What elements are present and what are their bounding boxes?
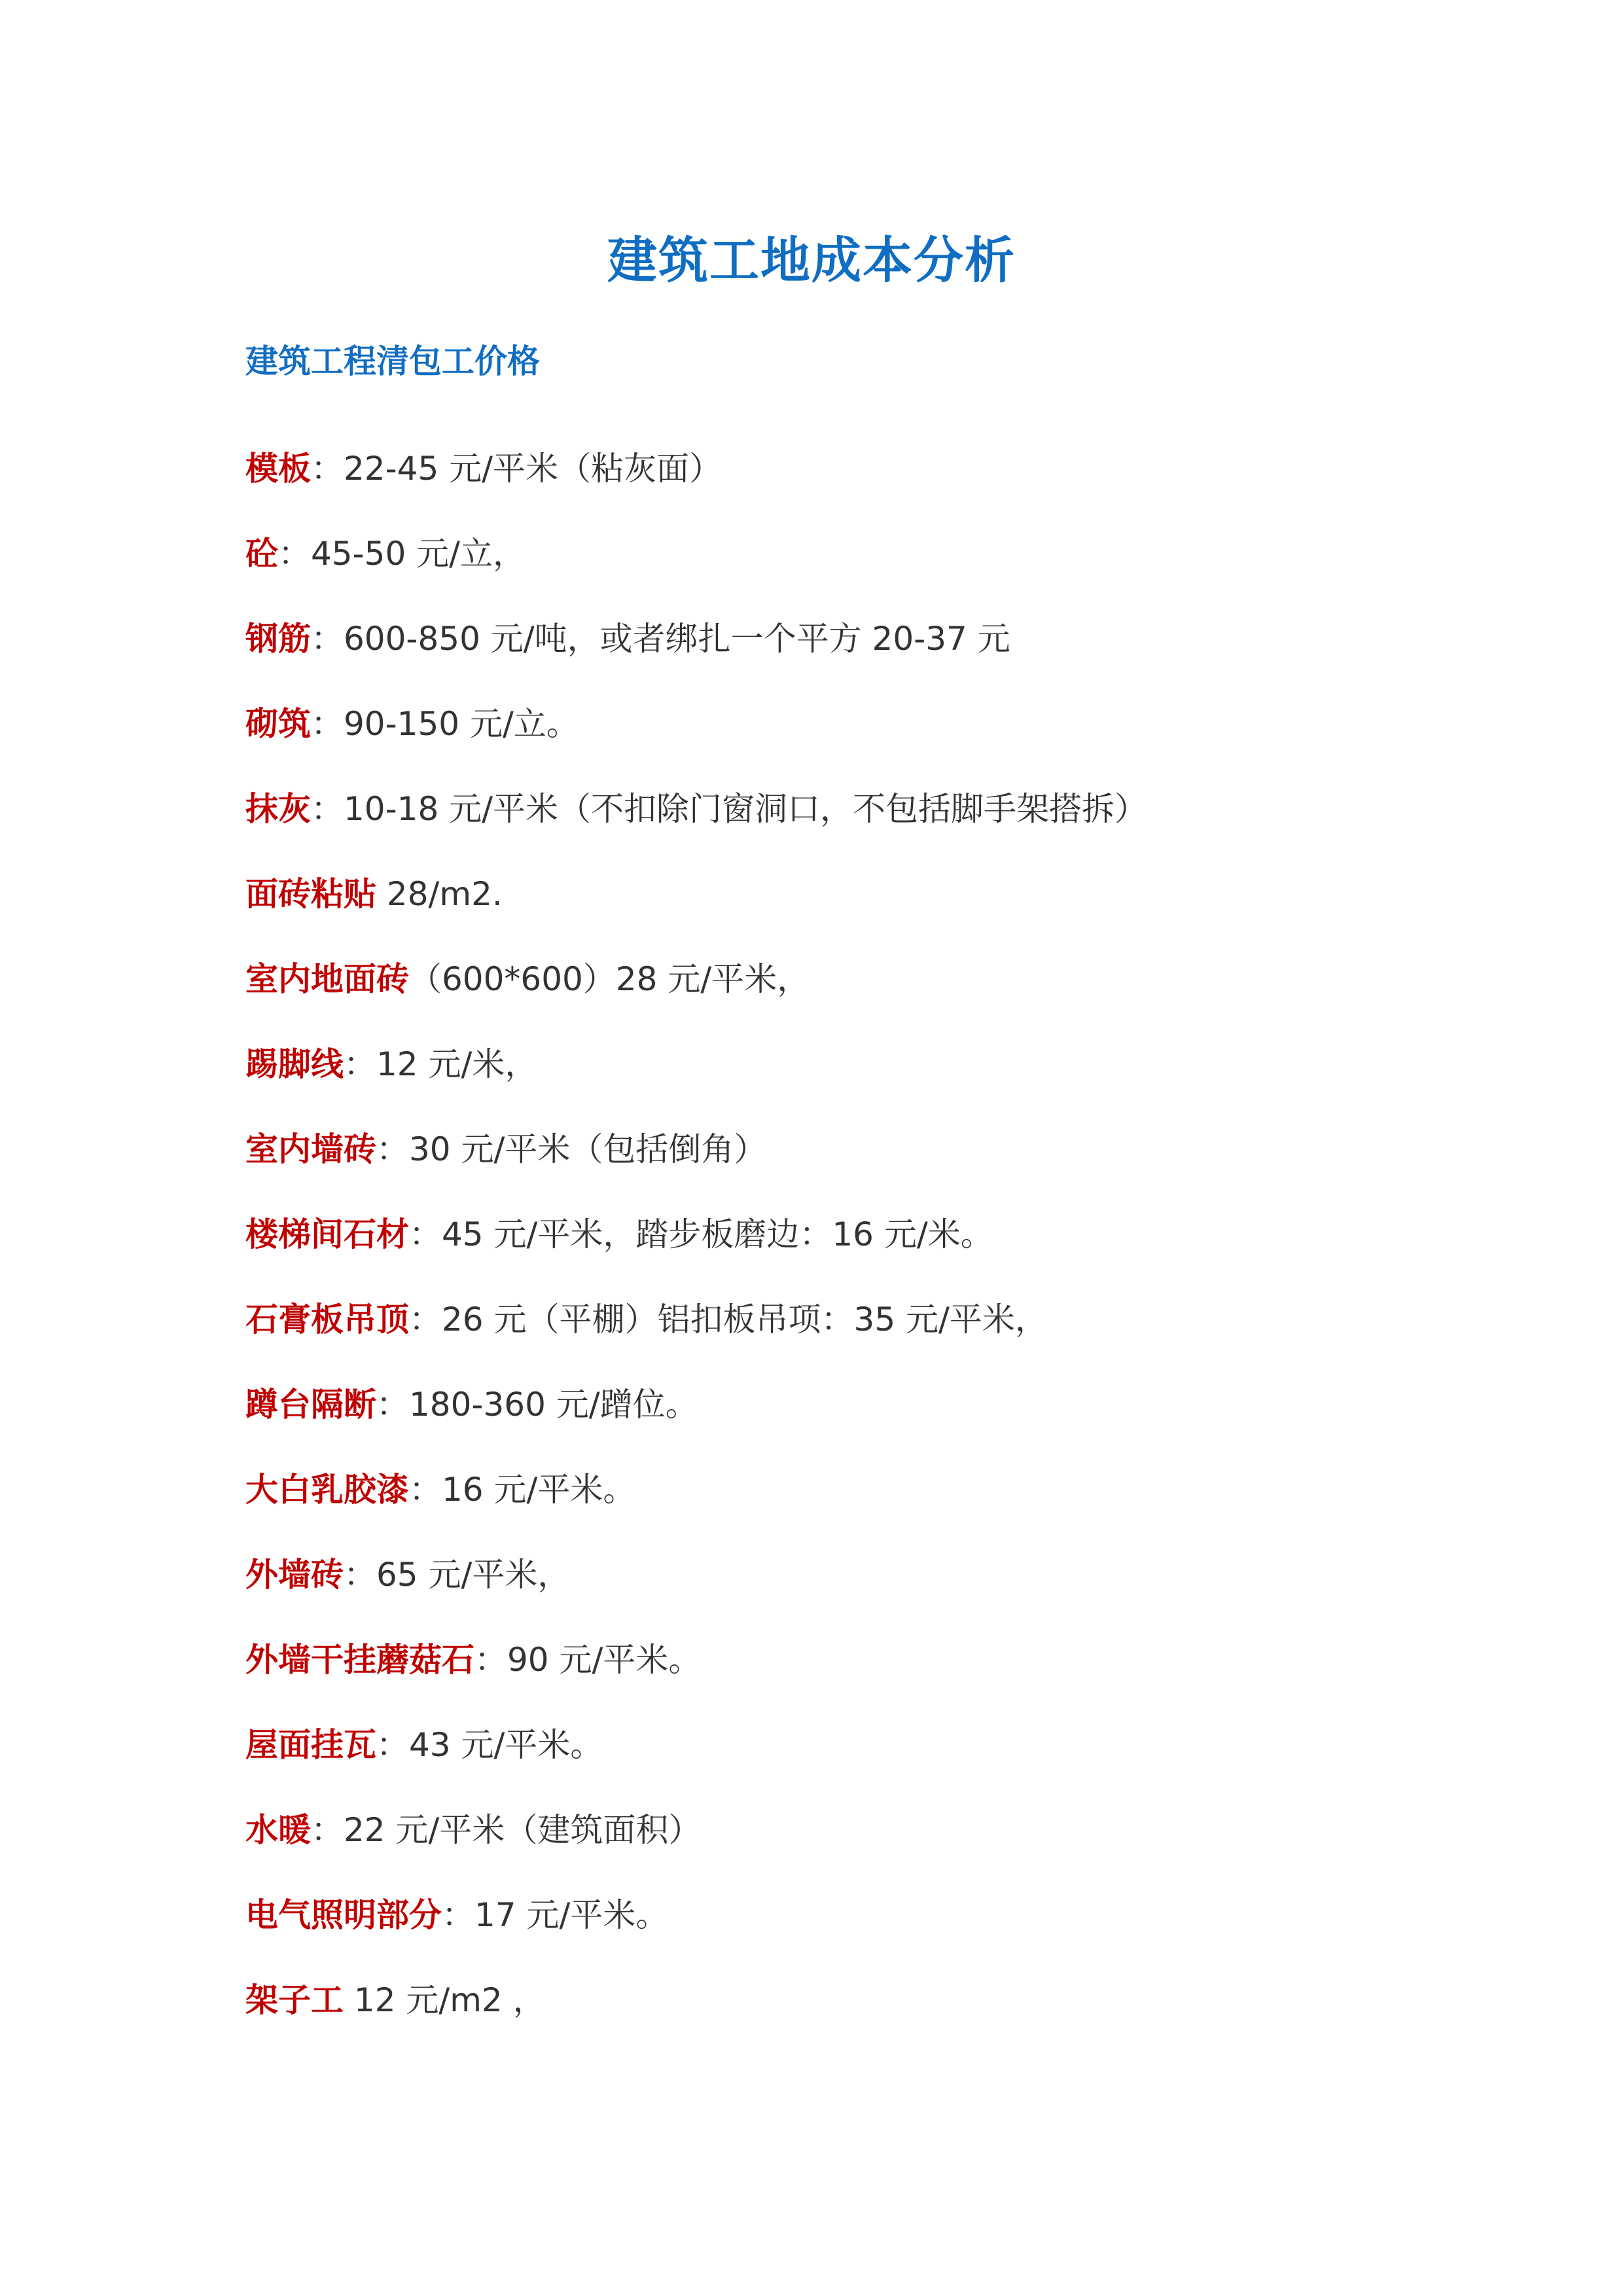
item-detail: ：30 元/平米（包括倒角） xyxy=(376,1130,767,1168)
item-label: 钢筋 xyxy=(245,620,311,658)
price-item xyxy=(245,1293,1423,1378)
item-label: 外墙干挂蘑菇石 xyxy=(245,1641,474,1679)
item-label: 面砖粘贴 xyxy=(245,875,376,913)
item-detail: ：180-360 元/蹭位。 xyxy=(376,1386,698,1424)
item-label: 室内墙砖 xyxy=(245,1130,376,1168)
item-label: 水暖 xyxy=(245,1811,311,1849)
item-detail: 12 元/m2 ， xyxy=(344,1981,546,2019)
price-item xyxy=(245,1549,1423,1634)
item-label: 抹灰 xyxy=(245,790,311,828)
item-detail: ：43 元/平米。 xyxy=(376,1726,603,1764)
item-label: 楼梯间石材 xyxy=(245,1215,409,1253)
price-item xyxy=(245,1378,1423,1463)
price-item xyxy=(245,613,1423,698)
price-item xyxy=(245,1804,1423,1889)
price-item xyxy=(245,1974,1423,2059)
item-label: 石膏板吊顶 xyxy=(245,1300,409,1338)
item-label: 砼 xyxy=(245,535,278,573)
item-detail: ：65 元/平米， xyxy=(344,1556,571,1594)
item-label: 电气照明部分 xyxy=(245,1896,442,1934)
item-detail: ：12 元/米， xyxy=(344,1045,538,1083)
item-detail: ：10-18 元/平米（不扣除门窗洞口，不包括脚手架搭拆） xyxy=(311,790,1148,828)
item-detail: ：17 元/平米。 xyxy=(442,1896,669,1934)
price-item xyxy=(245,1038,1423,1123)
price-item xyxy=(245,528,1423,613)
item-label: 砌筑 xyxy=(245,705,311,743)
price-item xyxy=(245,698,1423,783)
price-item xyxy=(245,1208,1423,1293)
price-item xyxy=(245,953,1423,1038)
item-label: 模板 xyxy=(245,450,311,488)
item-detail: ：45 元/平米，踏步板磨边：16 元/米。 xyxy=(409,1215,993,1253)
item-label: 大白乳胶漆 xyxy=(245,1471,409,1509)
price-item xyxy=(245,1123,1423,1208)
item-detail: 28/m2. xyxy=(376,875,503,913)
document-title: 建筑工地成本分析 xyxy=(607,231,1016,289)
price-item xyxy=(245,868,1423,953)
item-detail: ：26 元（平棚）铝扣板吊项：35 元/平米， xyxy=(409,1300,1048,1338)
item-label: 室内地面砖 xyxy=(245,960,409,998)
item-label: 外墙砖 xyxy=(245,1556,344,1594)
item-detail: ：16 元/平米。 xyxy=(409,1471,636,1509)
price-item xyxy=(245,1463,1423,1549)
item-label: 踢脚线 xyxy=(245,1045,344,1083)
price-item xyxy=(245,1889,1423,1974)
item-detail: （600*600）28 元/平米， xyxy=(409,960,810,998)
price-item xyxy=(245,1719,1423,1804)
section-heading: 建筑工程清包工价格 xyxy=(245,342,540,380)
item-detail: ：90-150 元/立。 xyxy=(311,705,579,743)
item-detail: ：600-850 元/吨，或者绑扎一个平方 20-37 元 xyxy=(311,620,1010,658)
item-label: 屋面挂瓦 xyxy=(245,1726,376,1764)
item-detail: ：45-50 元/立， xyxy=(278,535,526,573)
price-item xyxy=(245,1634,1423,1719)
item-detail: ：22-45 元/平米（粘灰面） xyxy=(311,450,722,488)
price-item xyxy=(245,783,1423,868)
item-detail: ：90 元/平米。 xyxy=(474,1641,702,1679)
price-list xyxy=(245,442,1423,2059)
item-detail: ：22 元/平米（建筑面积） xyxy=(311,1811,702,1849)
item-label: 架子工 xyxy=(245,1981,344,2019)
item-label: 蹲台隔断 xyxy=(245,1386,376,1424)
price-item xyxy=(245,442,1423,528)
